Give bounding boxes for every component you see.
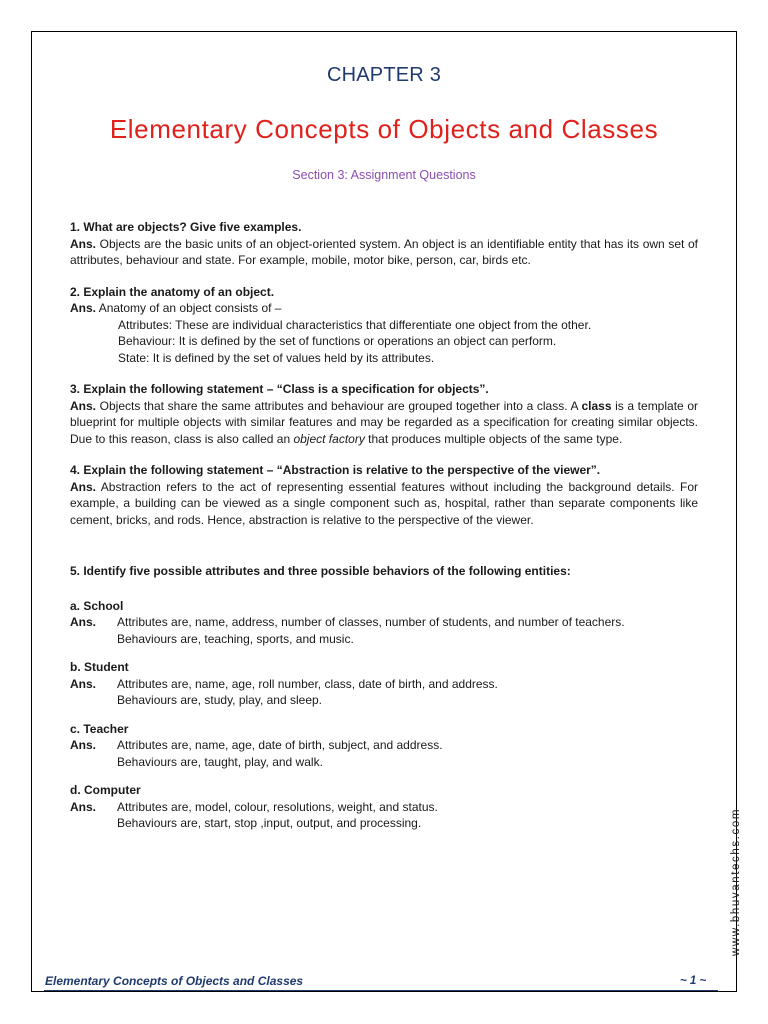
spacer: [70, 580, 698, 592]
document-body: [70, 219, 698, 844]
question-4: [70, 462, 698, 528]
anatomy-item: State: It is defined by the set of values held by its attributes.: [118, 350, 435, 365]
attributes-text: Attributes are, name, age, roll number, class, date of birth, and address.: [117, 676, 498, 691]
question-text: 4. Explain the following statement – “Abstraction is relative to the perspective of the viewer”.: [70, 463, 601, 477]
anatomy-item: Behaviour: It is defined by the set of functions or operations an object can perform.: [118, 334, 557, 348]
entity-heading: a. School: [70, 598, 124, 613]
entity-answer: [70, 614, 698, 631]
attributes-text: Attributes are, model, colour, resolutions, weight, and status.: [117, 799, 438, 814]
answer-body: Objects that share the same attributes and behaviour are grouped together into a class. A: [99, 398, 582, 413]
question-2: [70, 284, 698, 367]
answer-italic-term: object factory: [293, 431, 365, 446]
behaviours-text: Behaviours are, start, stop ,input, output, and processing.: [117, 816, 422, 830]
footer-title: Elementary Concepts of Objects and Classes: [45, 974, 304, 988]
anatomy-item: Attributes: These are individual characteristics that differentiate one object from the other.: [118, 317, 592, 332]
ans-label: Ans.: [70, 676, 97, 691]
ans-label: Ans.: [70, 799, 97, 814]
answer-body: that produces multiple objects of the same type.: [364, 431, 623, 446]
answer-text: [70, 300, 698, 317]
behaviours-text: Behaviours are, study, play, and sleep.: [117, 693, 323, 707]
ans-label: Ans.: [70, 615, 97, 629]
entity-school: [70, 598, 698, 648]
answer-body: Anatomy of an object consists of –: [98, 301, 282, 315]
section-heading: Section 3: Assignment Questions: [292, 168, 476, 182]
question-text: 2. Explain the anatomy of an object.: [70, 284, 275, 299]
question-3: [70, 381, 698, 447]
behaviours-text: Behaviours are, teaching, sports, and music.: [117, 631, 354, 646]
question-5: [70, 563, 698, 832]
answer-text: [70, 398, 698, 448]
answer-bold-term: class: [581, 398, 612, 413]
chapter-heading: CHAPTER 3: [326, 64, 442, 86]
answer-text: [70, 479, 698, 529]
answer-body: is a template or blueprint for multiple objects with similar features and may be regarded as a specification for creating similar objects. Due to this reason, class is also called an: [70, 398, 698, 446]
answer-text: [70, 236, 698, 269]
page-number: ~ 1 ~: [680, 975, 707, 987]
ans-label: Ans.: [70, 479, 97, 494]
ans-label: Ans.: [70, 398, 97, 413]
spacer: [70, 543, 698, 563]
entity-answer: [70, 676, 698, 693]
behaviours-text: Behaviours are, taught, play, and walk.: [117, 754, 323, 769]
entity-teacher: [70, 721, 698, 771]
question-text: 3. Explain the following statement – “Class is a specification for objects”.: [70, 382, 489, 396]
entity-answer: [70, 737, 698, 754]
website-url: www.bhuvantechs.com: [730, 808, 742, 957]
attributes-text: Attributes are, name, address, number of classes, number of students, and number of teachers.: [117, 615, 625, 629]
ans-label: Ans.: [70, 738, 97, 752]
answer-body: Objects are the basic units of an object-oriented system. An object is an identifiable entity that has its own set of attributes, behaviour and state. For example, mobile, motor bike, person, car, birds etc.: [70, 236, 698, 267]
entity-heading: b. Student: [70, 660, 129, 674]
entity-heading: c. Teacher: [70, 721, 129, 736]
ans-label: Ans.: [70, 236, 97, 251]
ans-label: Ans.: [70, 301, 97, 315]
entity-student: [70, 659, 698, 709]
chapter-title: Elementary Concepts of Objects and Classes: [109, 114, 659, 144]
question-1: [70, 219, 698, 269]
answer-body: Abstraction refers to the act of representing essential features without including the background details. For example, a building can be viewed as a single component such as, hospital, rather than separate components like cement, bricks, and rods. Hence, abstraction is relative to the perspective of the viewer.: [70, 479, 699, 527]
question-text: 5. Identify five possible attributes and three possible behaviors of the following entities:: [70, 564, 571, 578]
footer-rule: [44, 990, 718, 991]
entity-heading: d. Computer: [70, 783, 141, 797]
question-text: 1. What are objects? Give five examples.: [70, 220, 302, 234]
entity-answer: [70, 799, 698, 816]
entity-computer: [70, 782, 698, 832]
attributes-text: Attributes are, name, age, date of birth, subject, and address.: [117, 738, 443, 752]
